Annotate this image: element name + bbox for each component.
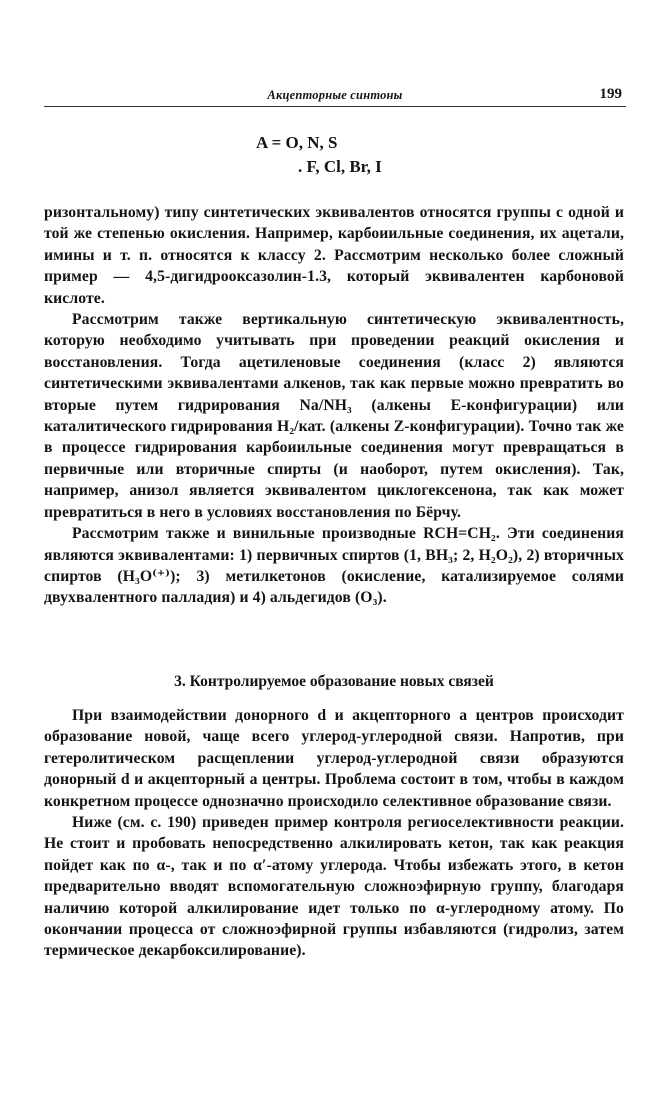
- page-number: 199: [599, 86, 622, 102]
- paragraph: Рассмотрим также и винильные производные RCH=CH₂. Эти соединения являются эквивалентами: 1) первичных спиртов (1, BH₃; 2, H₂O₂), 2) вторичных спиртов (H₃O⁽⁺⁾); 3) метилкетонов (окисление, катализируемое солями двухвалентного палладия) и 4) альдегидов (O₃).: [44, 525, 624, 607]
- paragraph: Ниже (см. с. 190) приведен пример контроля региоселективности реакции. Не стоит и пробовать непосредственно алкилировать кетон, так как реакция пойдет как по α-, так и по α′-атому углерода. Чтобы избежать этого, в кетон предварительно вводят вспомогательную сложноэфирную группу, благодаря наличию которой алкилирование идет только по α-углеродному атому. По окончании процесса от сложноэфирной группы избавляются (гидролиз, затем термическое декарбоксилирование).: [44, 814, 624, 960]
- paragraph: При взаимодействии донорного d и акцепторного a центров происходит образование новой, чаще всего углерод-углеродной связи. Напротив, при гетеролитическом расщеплении углерод-углеродной связи образуются донорный d и акцепторный a центры. Проблема состоит в том, чтобы в каждом конкретном процессе однозначно происходило селективное образование связи.: [44, 707, 624, 810]
- paragraph: Рассмотрим также вертикальную синтетическую эквивалентность, которую необходимо учитывать при проведении реакций окисления и восстановления. Тогда ацетиленовые соединения (класс 2) являются синтетическими эквивалентами алкенов, так как первые можно превратить во вторые путем гидрирования Na/NH₃ (алкены E-конфигурации) или каталитического гидрирования H₂/кат. (алкены Z-конфигурации). Точно так же в процессе гидрирования карбоиильные соединения могут превращаться в первичные или вторичные спирты (и наоборот, путем окисления). Так, например, анизол является эквивалентом циклогексенона, так как может превратиться в него в условиях восстановления по Бёрчу.: [44, 311, 624, 521]
- paragraph-text: ) типу синтетических эквивалентов относятся группы с одной и той же степенью окисления. Например, карбоиильные соединения, их ацетали, имины и т. п. относятся к классу 2. Рассмотрим несколько более сложный пример — 4,5-дигидрооксазолин-1.3, который эквивалентен карбоновой кислоте.: [44, 204, 624, 307]
- running-header: [44, 86, 626, 107]
- text-block-top: [44, 202, 624, 609]
- section-heading: 3. Контролируемое образование новых связей: [174, 673, 494, 690]
- running-title: Акцепторные синтоны: [267, 88, 403, 102]
- paragraph-lead: ризонтальному: [44, 204, 155, 221]
- text-block-bottom: [44, 705, 624, 962]
- paragraph: [44, 202, 624, 309]
- formula-line-2: . F, Cl, Br, I: [298, 157, 382, 176]
- formula-line-1: A = O, N, S: [256, 133, 338, 152]
